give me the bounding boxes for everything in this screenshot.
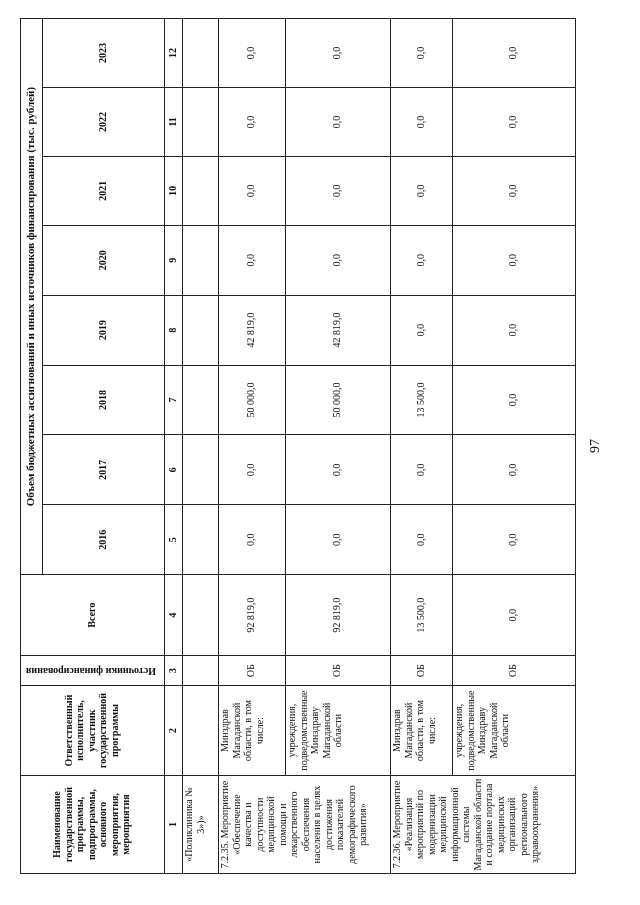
row-value	[183, 156, 219, 225]
row-value: 0,0	[219, 87, 286, 156]
row-value: 0,0	[391, 225, 453, 295]
row-value: 0,0	[453, 295, 576, 365]
header-funding-group: Объем бюджетных ассигнований и иных источников финансирования (тыс. рублей)	[21, 19, 43, 575]
budget-table	[20, 18, 576, 874]
row-value: 0,0	[286, 19, 391, 88]
row-value: 0,0	[391, 505, 453, 575]
row-source: ОБ	[219, 656, 286, 686]
header-year: 2022	[43, 87, 165, 156]
row-executor: учреждения, подведомственные Минздраву Магаданской области	[286, 686, 391, 776]
row-value	[183, 365, 219, 435]
header-year: 2020	[43, 225, 165, 295]
row-executor: учреждения, подведомственные Минздраву Магаданской области	[453, 686, 576, 776]
row-value	[183, 295, 219, 365]
column-number: 10	[165, 156, 183, 225]
row-name: 7.2.35. Мероприятие «Обеспечение качества и доступности медицинской помощи и лекарственного обеспечения населения в целях достижения показателей демографического развития»	[219, 776, 391, 874]
row-value	[183, 435, 219, 505]
table-row	[391, 19, 453, 874]
row-value: 0,0	[286, 435, 391, 505]
header-row-1	[21, 19, 43, 874]
row-value: 50 000,0	[219, 365, 286, 435]
header-executor: Ответственный исполнитель, участник государственной программы	[21, 686, 165, 776]
header-year: 2016	[43, 505, 165, 575]
row-source: ОБ	[453, 656, 576, 686]
row-value: 50 000,0	[286, 365, 391, 435]
column-number-row	[165, 19, 183, 874]
row-total: 13 500,0	[391, 575, 453, 656]
row-value: 13 500,0	[391, 365, 453, 435]
row-value: 0,0	[453, 505, 576, 575]
row-source: ОБ	[286, 656, 391, 686]
header-year: 2017	[43, 435, 165, 505]
row-value: 0,0	[453, 225, 576, 295]
row-value: 42 819,0	[286, 295, 391, 365]
header-source	[21, 656, 165, 686]
column-number: 12	[165, 19, 183, 88]
column-number: 9	[165, 225, 183, 295]
row-value: 0,0	[286, 156, 391, 225]
column-number: 6	[165, 435, 183, 505]
table-row	[219, 19, 286, 874]
row-total: 0,0	[453, 575, 576, 656]
row-name: 7.2.36. Мероприятие «Реализация мероприятий по модернизации медицинской информационной системы Магаданской области и создание портала медицинских организаций регионального здравоохранения»	[391, 776, 576, 874]
row-name: «Поликлиника № 3»)»	[183, 776, 219, 874]
row-value: 0,0	[219, 156, 286, 225]
column-number: 3	[165, 656, 183, 686]
row-value: 0,0	[453, 365, 576, 435]
row-value: 0,0	[453, 156, 576, 225]
header-year: 2021	[43, 156, 165, 225]
row-value: 0,0	[391, 156, 453, 225]
row-value: 0,0	[391, 295, 453, 365]
column-number: 7	[165, 365, 183, 435]
row-executor: Минздрав Магаданской области, в том числе:	[219, 686, 286, 776]
row-value: 0,0	[391, 87, 453, 156]
row-value: 0,0	[453, 19, 576, 88]
rotated-page	[20, 18, 620, 874]
row-value: 0,0	[286, 87, 391, 156]
row-value: 0,0	[453, 87, 576, 156]
row-value: 0,0	[391, 435, 453, 505]
row-value	[183, 87, 219, 156]
row-source: ОБ	[391, 656, 453, 686]
row-value: 0,0	[391, 19, 453, 88]
header-total: Всего	[21, 575, 165, 656]
header-year: 2019	[43, 295, 165, 365]
row-total: 92 819,0	[219, 575, 286, 656]
row-value: 0,0	[219, 19, 286, 88]
row-value: 0,0	[286, 225, 391, 295]
table-row	[286, 19, 391, 874]
row-value: 0,0	[219, 225, 286, 295]
column-number: 5	[165, 505, 183, 575]
header-source-text: Источники финансирования	[25, 665, 156, 677]
table-row	[453, 19, 576, 874]
column-number: 11	[165, 87, 183, 156]
row-value	[183, 505, 219, 575]
column-number: 1	[165, 776, 183, 874]
row-source	[183, 656, 219, 686]
page-number: 97	[588, 439, 603, 453]
row-executor	[183, 686, 219, 776]
header-year: 2018	[43, 365, 165, 435]
row-executor: Минздрав Магаданской области, в том числе:	[391, 686, 453, 776]
column-number: 2	[165, 686, 183, 776]
row-value: 42 819,0	[219, 295, 286, 365]
row-value	[183, 19, 219, 88]
table-row	[183, 19, 219, 874]
header-year: 2023	[43, 19, 165, 88]
column-number: 8	[165, 295, 183, 365]
row-value: 0,0	[219, 435, 286, 505]
row-value: 0,0	[219, 505, 286, 575]
row-value: 0,0	[453, 435, 576, 505]
header-name: Наименование государственной программы, подпрограммы, основного мероприятия, мероприятия	[21, 776, 165, 874]
row-value	[183, 225, 219, 295]
row-total	[183, 575, 219, 656]
column-number: 4	[165, 575, 183, 656]
row-value: 0,0	[286, 505, 391, 575]
row-total: 92 819,0	[286, 575, 391, 656]
